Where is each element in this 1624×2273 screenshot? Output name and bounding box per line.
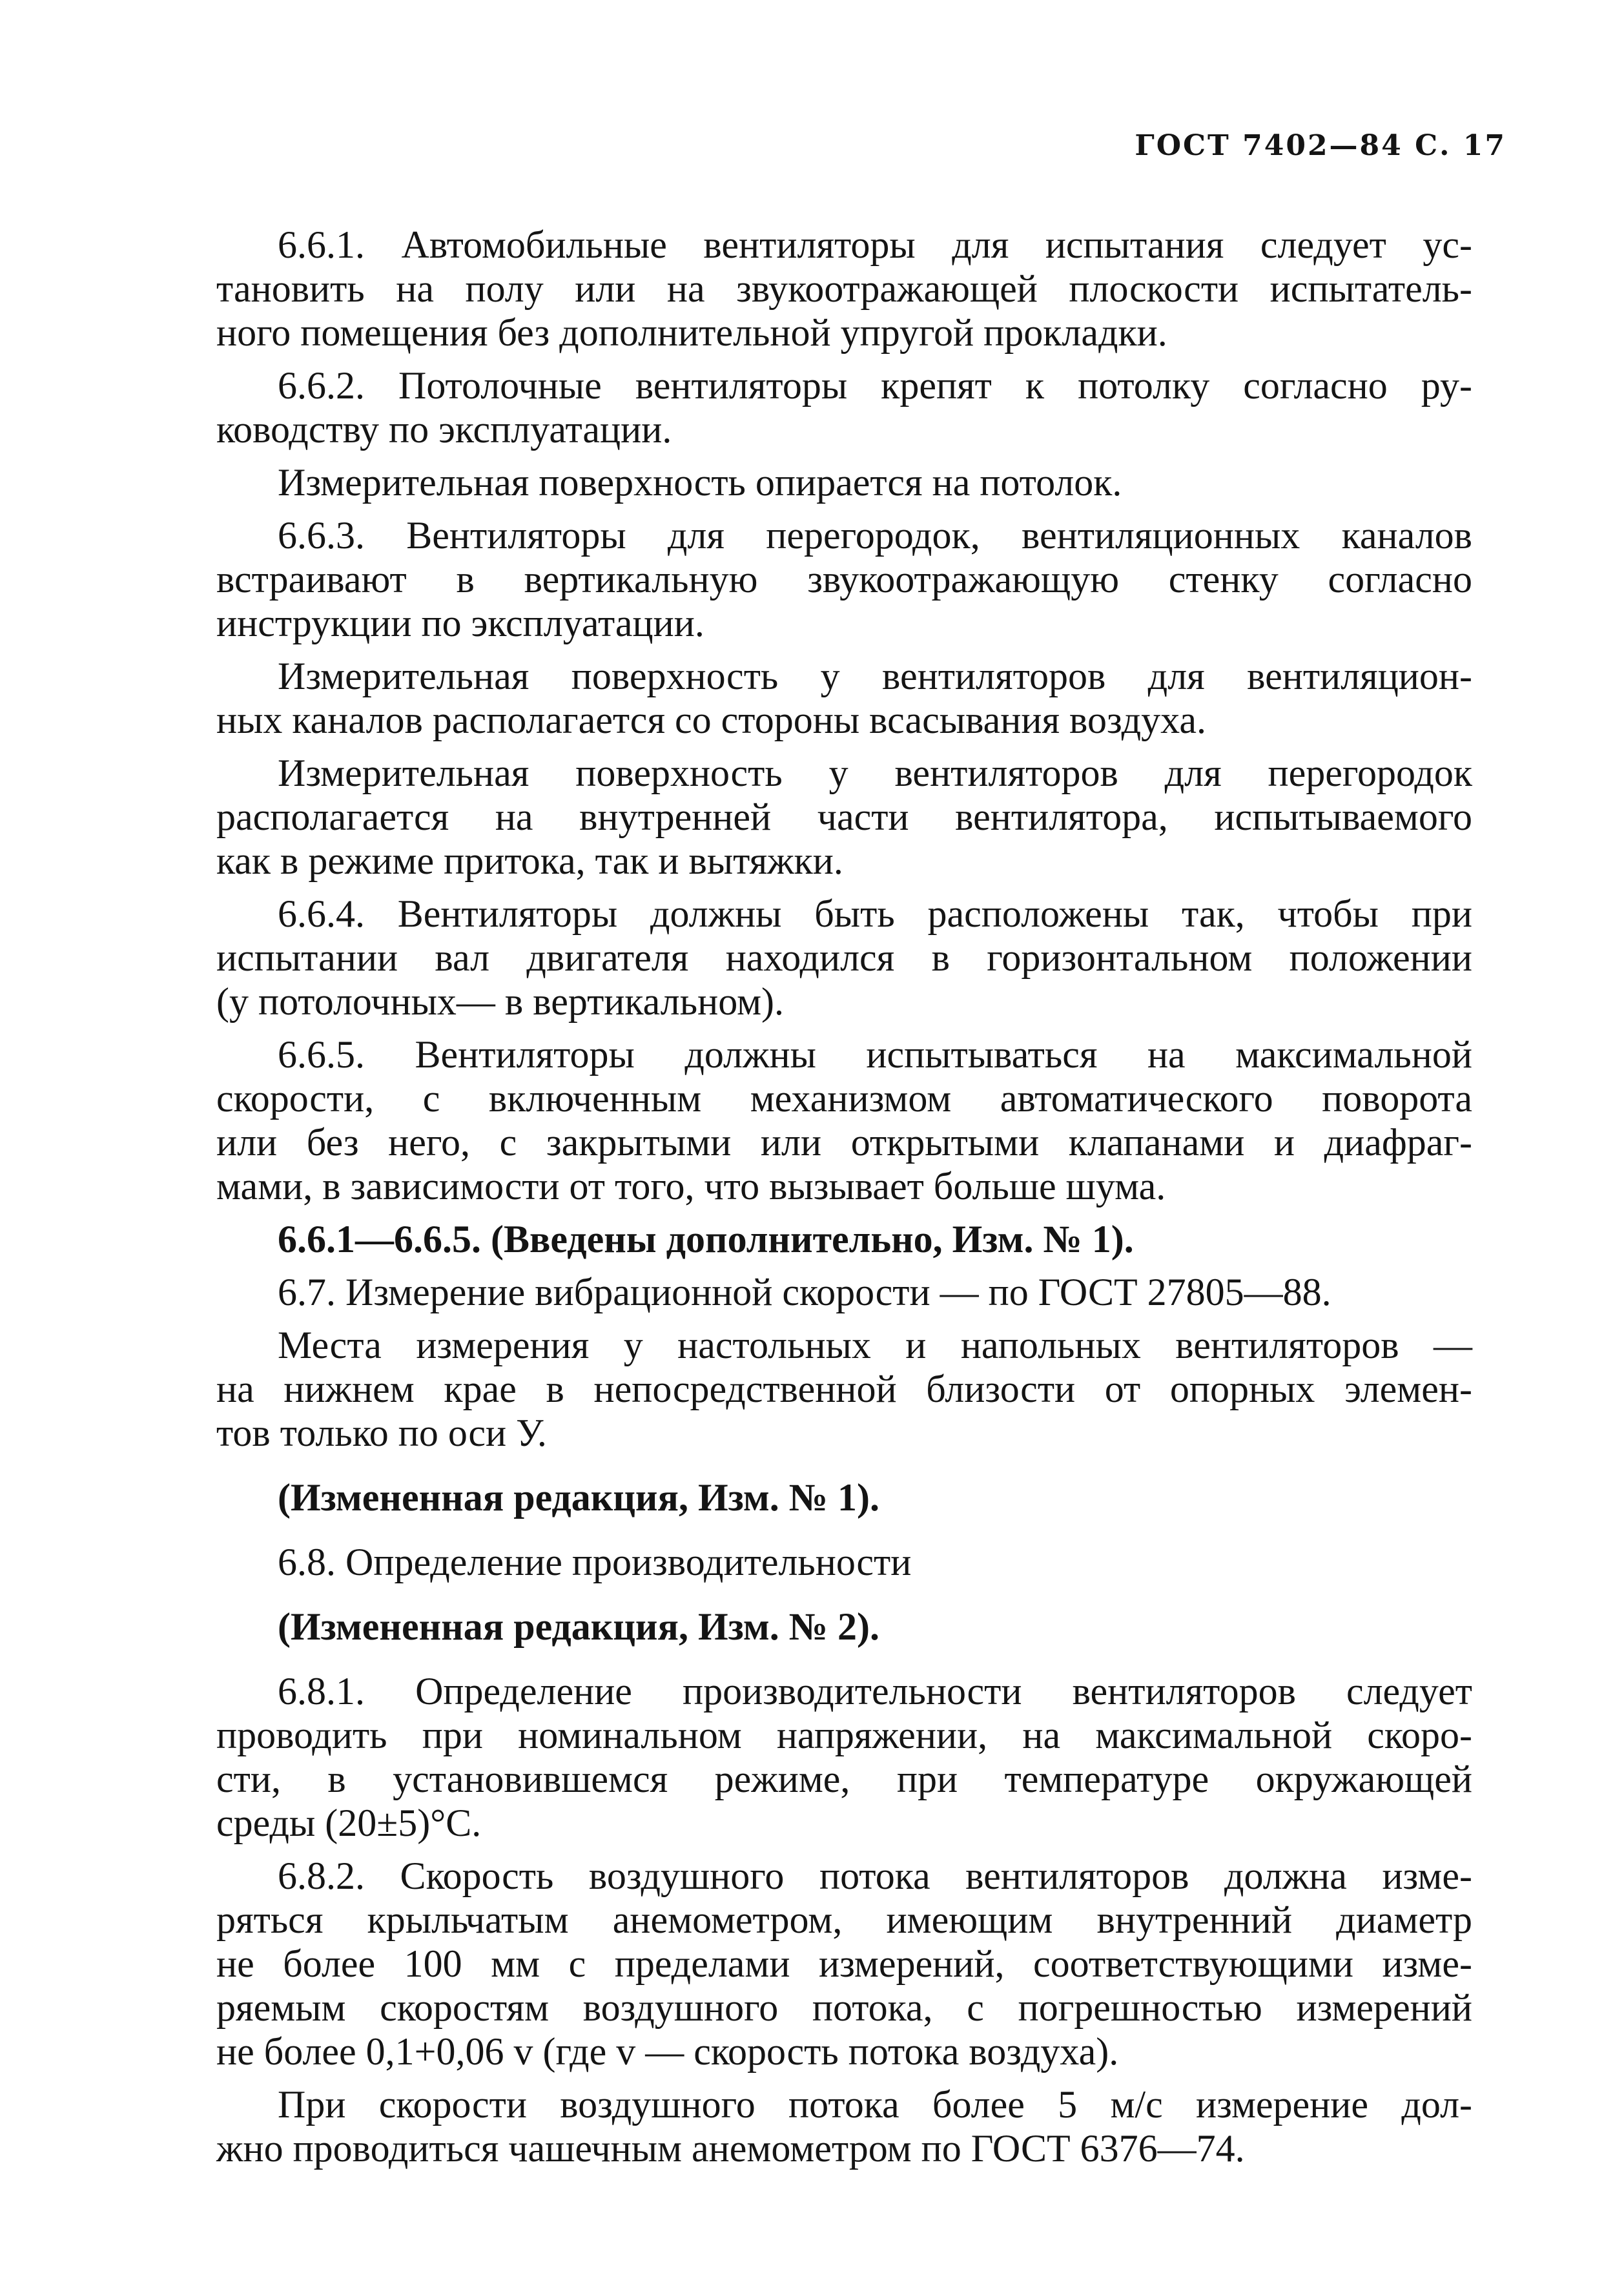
text-line: Места измерения у настольных и напольных вентиляторов — (278, 1324, 1472, 1366)
text-line: проводить при номинальном напряжении, на максимальной скоро- (216, 1714, 1472, 1756)
text-line: ряться крыльчатым анемометром, имеющим внутренний диаметр (216, 1898, 1472, 1941)
text-line: мами, в зависимости от того, что вызывает больше шума. (216, 1165, 1166, 1208)
paragraph-6-6-3 (216, 513, 1472, 645)
paragraph-6-6-1 (216, 223, 1472, 355)
paragraph-6-6-3-note-1 (216, 654, 1472, 742)
text-line: тов только по оси У. (216, 1412, 547, 1454)
text-line: Измерительная поверхность у вентиляторов для вентиляцион- (278, 655, 1472, 697)
text-line: ных каналов располагается со стороны всасывания воздуха. (216, 699, 1206, 741)
text-line: инструкции по эксплуатации. (216, 602, 704, 644)
document-body (216, 223, 1472, 2170)
paragraph-6-6-5 (216, 1033, 1472, 1208)
text-line: 6.6.4. Вентиляторы должны быть расположены так, чтобы при (278, 892, 1472, 935)
text-line: 6.6.1. Автомобильные вентиляторы для испытания следует ус- (278, 223, 1472, 266)
text-line: располагается на внутренней части вентилятора, испытываемого (216, 796, 1472, 838)
paragraph-6-7-note (216, 1323, 1472, 1455)
text-line: как в режиме притока, так и вытяжки. (216, 839, 843, 882)
text-line: не более 0,1+0,06 v (где v — скорость потока воздуха). (216, 2030, 1119, 2073)
text-line: 6.6.5. Вентиляторы должны испытываться на максимальной (278, 1033, 1472, 1076)
text-line: ководству по эксплуатации. (216, 408, 672, 451)
text-line: жно проводиться чашечным анемометром по ГОСТ 6376—74. (216, 2127, 1245, 2170)
paragraph-6-6-2-note (216, 460, 1472, 504)
text-line: не более 100 мм с пределами измерений, соответствующими изме- (216, 1942, 1472, 1985)
paragraph-6-8-1 (216, 1669, 1472, 1845)
paragraph-6-6-4 (216, 892, 1472, 1023)
text-line: 6.8.2. Скорость воздушного потока вентиляторов должна изме- (278, 1855, 1472, 1897)
text-line: При скорости воздушного потока более 5 м/с измерение дол- (278, 2083, 1472, 2126)
paragraph-6-7 (216, 1270, 1472, 1314)
paragraph-6-6-1-6-6-5-note (216, 1217, 1472, 1261)
text-line: тановить на полу или на звукоотражающей плоскости испытатель- (216, 267, 1472, 310)
text-line: 6.6.1—6.6.5. (Введены дополнительно, Изм. № 1). (278, 1218, 1134, 1260)
paragraph-6-8-2 (216, 1854, 1472, 2073)
text-line: 6.6.2. Потолочные вентиляторы крепят к потолку согласно ру- (278, 364, 1472, 407)
paragraph-6-8 (216, 1540, 1472, 1584)
text-line: или без него, с закрытыми или открытыми клапанами и диафраг- (216, 1121, 1472, 1164)
text-line: встраивают в вертикальную звукоотражающую стенку согласно (216, 558, 1472, 601)
text-line: 6.8.1. Определение производительности вентиляторов следует (278, 1670, 1472, 1712)
paragraph-6-7-change (216, 1476, 1472, 1519)
text-line: 6.6.3. Вентиляторы для перегородок, вентиляционных каналов (278, 514, 1472, 557)
text-line: Измерительная поверхность опирается на потолок. (278, 461, 1122, 504)
paragraph-6-8-change (216, 1605, 1472, 1649)
text-line: ряемым скоростям воздушного потока, с погрешностью измерений (216, 1986, 1472, 2029)
text-line: 6.7. Измерение вибрационной скорости — по ГОСТ 27805—88. (278, 1271, 1331, 1313)
text-line: ного помещения без дополнительной упругой прокладки. (216, 311, 1167, 354)
text-line: испытании вал двигателя находился в горизонтальном положении (216, 936, 1472, 979)
text-line: (Измененная редакция, Изм. № 2). (278, 1605, 880, 1648)
page-header: ГОСТ 7402—84 С. 17 (1135, 129, 1506, 162)
text-line: Измерительная поверхность у вентиляторов для перегородок (278, 752, 1472, 794)
paragraph-6-6-3-note-2 (216, 751, 1472, 883)
text-line: (Измененная редакция, Изм. № 1). (278, 1476, 880, 1519)
text-line: (у потолочных— в вертикальном). (216, 980, 785, 1023)
paragraph-6-8-2-note (216, 2083, 1472, 2170)
text-line: скорости, с включенным механизмом автоматического поворота (216, 1077, 1472, 1120)
text-line: сти, в установившемся режиме, при температуре окружающей (216, 1758, 1472, 1800)
text-line: среды (20±5)°С. (216, 1802, 482, 1844)
text-line: 6.8. Определение производительности (278, 1541, 912, 1583)
text-line: на нижнем крае в непосредственной близости от опорных элемен- (216, 1368, 1472, 1410)
paragraph-6-6-2 (216, 364, 1472, 451)
